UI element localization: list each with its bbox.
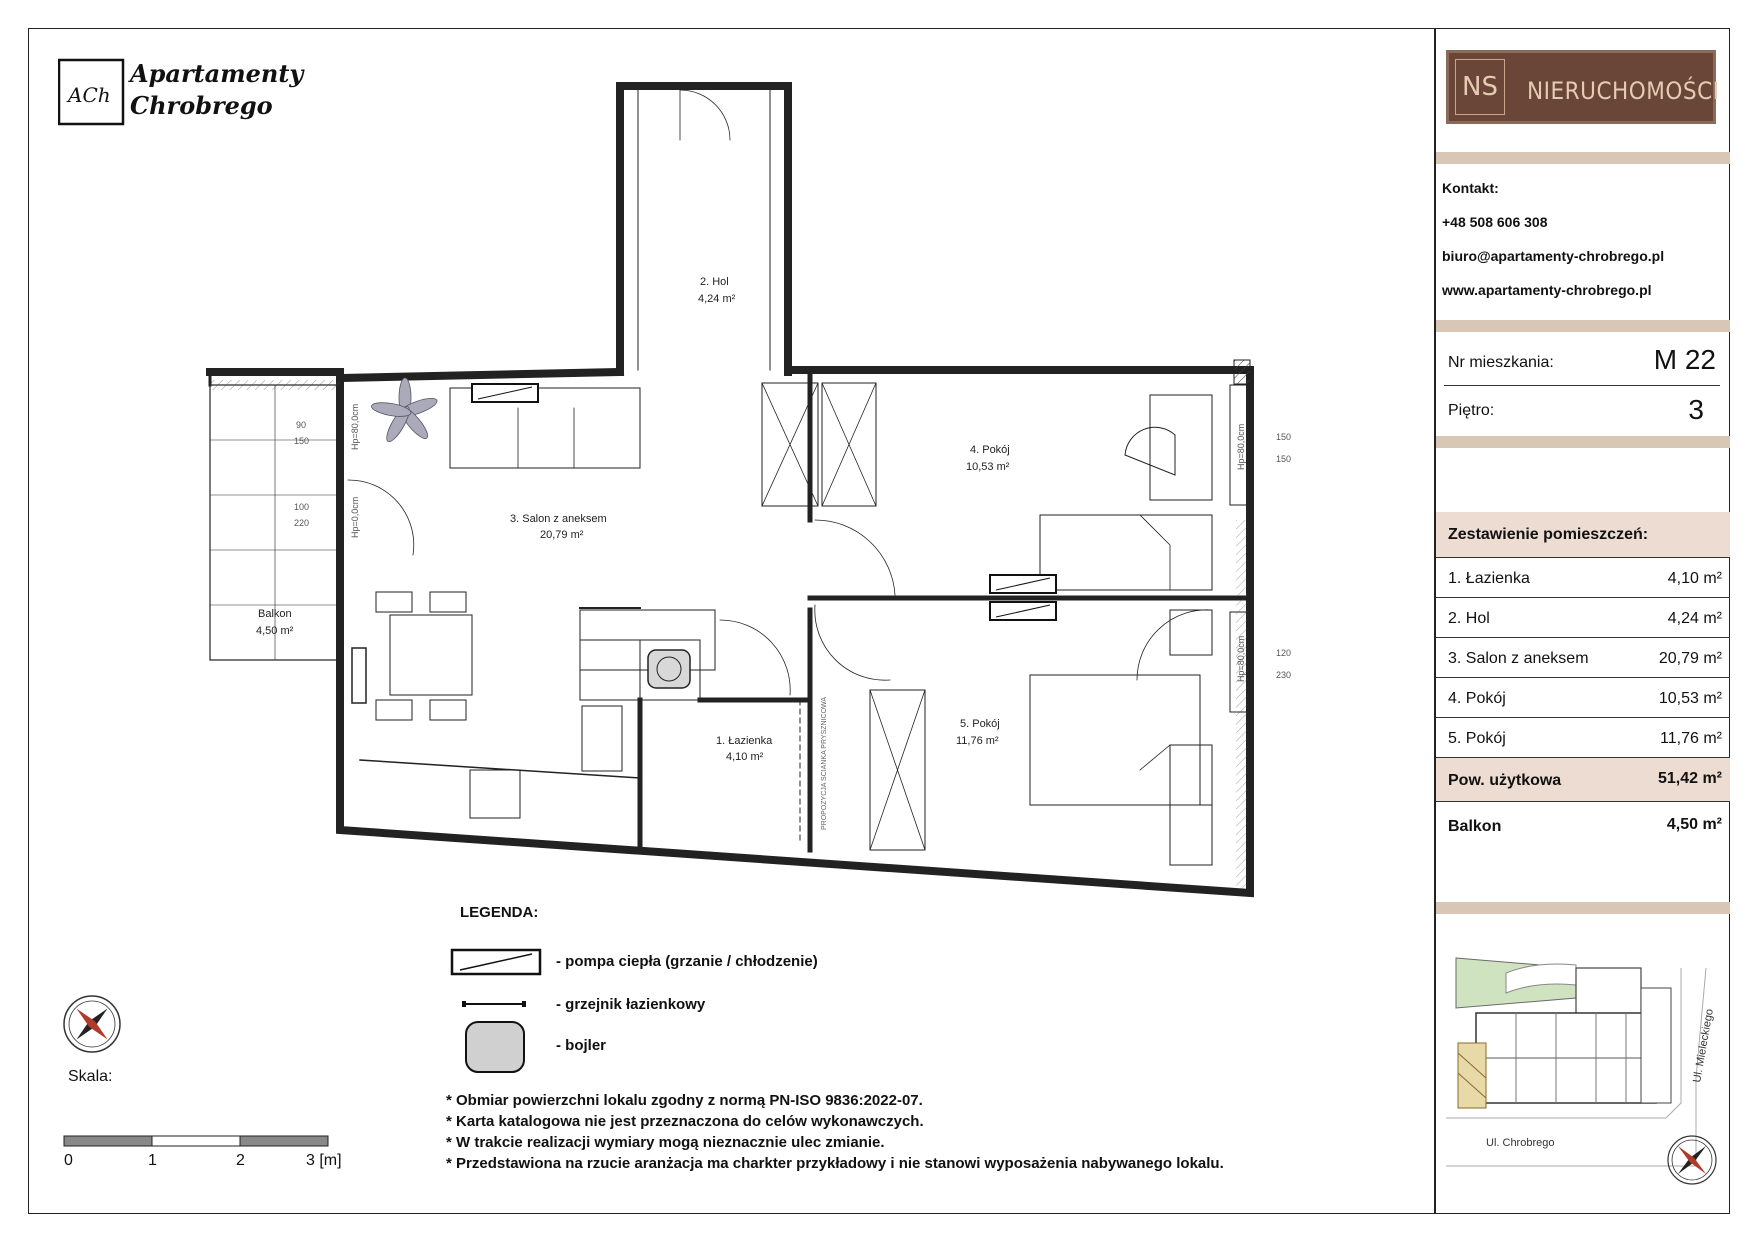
room-name: 4. Pokój — [1448, 690, 1506, 707]
note: * Przedstawiona na rzucie aranżacja ma charkter przykładowy i nie stanowi wyposażenia nabywanego lokalu. — [446, 1155, 1224, 1172]
sill-label: Hp=80,0cm — [1236, 635, 1246, 682]
contact-www[interactable]: www.apartamenty-chrobrego.pl — [1442, 282, 1652, 298]
room-area: 11,76 m² — [1660, 730, 1722, 747]
brand-mark: ACh — [68, 83, 111, 107]
window-dim: 100 — [294, 502, 310, 512]
summary-row — [1436, 678, 1730, 718]
heat-pump-icon — [472, 384, 538, 402]
window-dim: 150 — [294, 436, 310, 446]
brand-line2: Chrobrego — [130, 91, 273, 120]
balcony-row — [1436, 802, 1730, 848]
balcony-value: 4,50 m² — [1666, 816, 1722, 833]
band — [1436, 902, 1730, 914]
window-dim: 90 — [296, 420, 307, 430]
plant-icon — [370, 378, 439, 444]
room-area: 20,79 m² — [540, 529, 584, 541]
note: * Obmiar powierzchni lokalu zgodny z normą PN-ISO 9836:2022-07. — [446, 1092, 923, 1109]
unit-number-label: Nr mieszkania: — [1448, 354, 1554, 371]
window-dim: 220 — [294, 518, 310, 528]
room-label: 5. Pokój — [960, 718, 1000, 730]
floor-row — [1436, 390, 1730, 434]
brand-line1: Apartamenty — [130, 59, 304, 88]
room-name: 2. Hol — [1448, 610, 1490, 627]
unit-number-row — [1444, 340, 1720, 386]
window-dim: 150 — [1276, 432, 1292, 442]
unit-number-value: M 22 — [1653, 344, 1716, 375]
summary-row — [1436, 638, 1730, 678]
floor-label: Piętro: — [1448, 402, 1495, 419]
note: * W trakcie realizacji wymiary mogą nieznacznie ulec zmianie. — [446, 1134, 885, 1151]
room-area: 4,24 m² — [698, 293, 736, 305]
summary-row — [1436, 718, 1730, 758]
floor-value: 3 — [1688, 394, 1704, 425]
summary-title: Zestawienie pomieszczeń: — [1448, 526, 1649, 543]
legend-item-radiator: - grzejnik łazienkowy — [556, 996, 706, 1013]
total-value: 51,42 m² — [1657, 770, 1722, 787]
heat-pump-icon — [452, 950, 540, 974]
room-name: 3. Salon z aneksem — [1448, 650, 1589, 667]
room-area: 4,24 m² — [1667, 610, 1722, 627]
summary-header — [1436, 512, 1730, 558]
window-dim: 230 — [1276, 670, 1292, 680]
info-panel — [1436, 28, 1730, 1214]
legend-item-boiler: - bojler — [556, 1037, 607, 1054]
sill-label: Hp=80,0cm — [1236, 423, 1246, 470]
room-label: Balkon — [258, 608, 292, 620]
room-area: 11,76 m² — [956, 735, 999, 747]
room-label: 3. Salon z aneksem — [510, 513, 607, 525]
scale-label: Skala: — [68, 1068, 113, 1085]
legend-item-heat-pump: - pompa ciepła (grzanie / chłodzenie) — [556, 953, 818, 970]
room-area: 20,79 m² — [1658, 650, 1722, 667]
heat-pump-icon — [990, 602, 1056, 620]
legend-title: LEGENDA: — [460, 904, 539, 921]
compass-icon — [1668, 1136, 1716, 1184]
boiler-icon — [466, 1022, 524, 1072]
agency-name: NIERUCHOMOŚCI — [1527, 77, 1720, 105]
room-area: 4,50 m² — [256, 625, 294, 637]
band — [1436, 152, 1730, 164]
band — [1436, 320, 1730, 332]
window-dim: 120 — [1276, 648, 1292, 658]
scale-tick: 0 — [64, 1152, 73, 1169]
room-label: 4. Pokój — [970, 444, 1010, 456]
room-area: 4,10 m² — [1667, 570, 1722, 587]
sill-label: Hp=0,0cm — [350, 496, 360, 538]
room-name: 1. Łazienka — [1448, 570, 1530, 587]
room-name: 5. Pokój — [1448, 730, 1506, 747]
room-area: 10,53 m² — [966, 461, 1010, 473]
band — [1436, 436, 1730, 448]
street-chrobrego: Ul. Chrobrego — [1486, 1137, 1555, 1149]
contact-email[interactable]: biuro@apartamenty-chrobrego.pl — [1442, 248, 1665, 264]
contact-label: Kontakt: — [1442, 180, 1499, 196]
room-label: 1. Łazienka — [716, 735, 773, 747]
compass-icon — [64, 996, 120, 1052]
total-label: Pow. użytkowa — [1448, 772, 1562, 789]
site-map — [1436, 928, 1730, 1208]
room-area: 10,53 m² — [1658, 690, 1722, 707]
scale-tick: 3 [m] — [306, 1152, 342, 1169]
balcony-label: Balkon — [1448, 818, 1502, 835]
sill-label: Hp=80,0cm — [350, 403, 360, 450]
shower-note: PROPOZYCJA SCIANKA PRYSZNICOWA — [821, 696, 828, 830]
room-area: 4,10 m² — [726, 751, 764, 763]
room-label: 2. Hol — [700, 276, 729, 288]
scale-tick: 2 — [236, 1152, 245, 1169]
towel-radiator-icon — [462, 1001, 526, 1007]
scale-tick: 1 — [148, 1152, 157, 1169]
street-mieleckiego: Ul. Mieleckiego — [1691, 1007, 1716, 1084]
contact-phone[interactable]: +48 508 606 308 — [1442, 214, 1548, 230]
summary-row — [1436, 598, 1730, 638]
window-dim: 150 — [1276, 454, 1292, 464]
heat-pump-icon — [990, 575, 1056, 593]
note: * Karta katalogowa nie jest przeznaczona do celów wykonawczych. — [446, 1113, 924, 1130]
scale-bar — [64, 1136, 328, 1146]
summary-row — [1436, 558, 1730, 598]
agency-mark: NS — [1455, 59, 1505, 115]
agency-logo — [1446, 50, 1720, 124]
total-row — [1436, 758, 1730, 802]
